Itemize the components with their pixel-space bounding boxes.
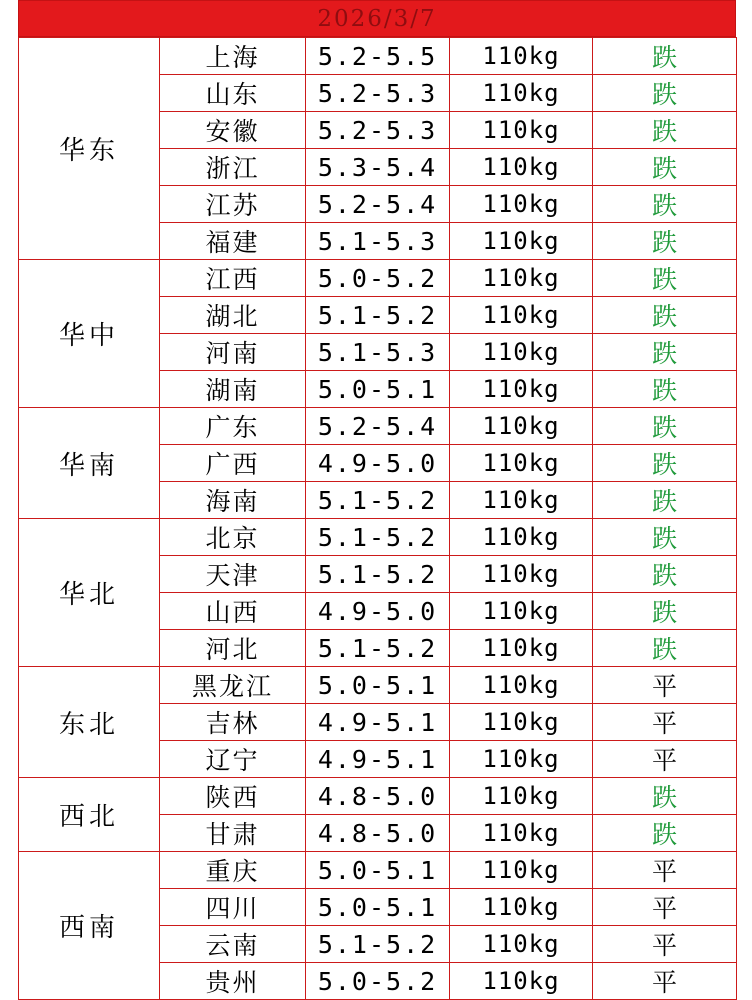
price-range: 4.9-5.1	[306, 741, 450, 778]
price-range: 5.1-5.2	[306, 519, 450, 556]
price-range: 4.9-5.1	[306, 704, 450, 741]
price-range: 5.3-5.4	[306, 149, 450, 186]
price-range: 5.1-5.2	[306, 482, 450, 519]
province-name: 山西	[160, 593, 306, 630]
price-range: 4.8-5.0	[306, 815, 450, 852]
weight-spec: 110kg	[450, 593, 593, 630]
price-range: 5.2-5.3	[306, 75, 450, 112]
table-row	[19, 667, 737, 704]
region-name: 华东	[19, 38, 160, 260]
region-name: 西北	[19, 778, 160, 852]
province-name: 河南	[160, 334, 306, 371]
province-name: 陕西	[160, 778, 306, 815]
province-name: 辽宁	[160, 741, 306, 778]
table-row	[19, 778, 737, 815]
trend-indicator: 跌	[593, 260, 737, 297]
province-name: 广西	[160, 445, 306, 482]
weight-spec: 110kg	[450, 556, 593, 593]
weight-spec: 110kg	[450, 223, 593, 260]
price-range: 5.0-5.2	[306, 963, 450, 1000]
weight-spec: 110kg	[450, 38, 593, 75]
price-range: 5.0-5.1	[306, 889, 450, 926]
weight-spec: 110kg	[450, 852, 593, 889]
trend-indicator: 跌	[593, 186, 737, 223]
weight-spec: 110kg	[450, 704, 593, 741]
trend-indicator: 跌	[593, 75, 737, 112]
weight-spec: 110kg	[450, 445, 593, 482]
province-name: 吉林	[160, 704, 306, 741]
province-name: 上海	[160, 38, 306, 75]
price-range: 4.8-5.0	[306, 778, 450, 815]
weight-spec: 110kg	[450, 149, 593, 186]
trend-indicator: 跌	[593, 482, 737, 519]
price-range: 5.1-5.3	[306, 223, 450, 260]
table-row	[19, 519, 737, 556]
weight-spec: 110kg	[450, 75, 593, 112]
region-name: 西南	[19, 852, 160, 1000]
trend-indicator: 跌	[593, 593, 737, 630]
table-row	[19, 38, 737, 75]
trend-indicator: 平	[593, 704, 737, 741]
price-range: 5.1-5.3	[306, 334, 450, 371]
province-name: 甘肃	[160, 815, 306, 852]
trend-indicator: 平	[593, 852, 737, 889]
province-name: 浙江	[160, 149, 306, 186]
province-name: 江苏	[160, 186, 306, 223]
weight-spec: 110kg	[450, 963, 593, 1000]
trend-indicator: 跌	[593, 38, 737, 75]
table-row	[19, 408, 737, 445]
weight-spec: 110kg	[450, 408, 593, 445]
price-range: 5.2-5.3	[306, 112, 450, 149]
price-range: 5.1-5.2	[306, 630, 450, 667]
weight-spec: 110kg	[450, 778, 593, 815]
trend-indicator: 跌	[593, 297, 737, 334]
price-range: 5.0-5.1	[306, 667, 450, 704]
province-name: 贵州	[160, 963, 306, 1000]
province-name: 北京	[160, 519, 306, 556]
weight-spec: 110kg	[450, 815, 593, 852]
trend-indicator: 跌	[593, 815, 737, 852]
price-range: 4.9-5.0	[306, 593, 450, 630]
province-name: 天津	[160, 556, 306, 593]
province-name: 湖南	[160, 371, 306, 408]
weight-spec: 110kg	[450, 260, 593, 297]
province-name: 河北	[160, 630, 306, 667]
price-range: 5.0-5.1	[306, 371, 450, 408]
price-range: 4.9-5.0	[306, 445, 450, 482]
trend-indicator: 平	[593, 741, 737, 778]
province-name: 黑龙江	[160, 667, 306, 704]
region-name: 华北	[19, 519, 160, 667]
trend-indicator: 平	[593, 963, 737, 1000]
weight-spec: 110kg	[450, 889, 593, 926]
province-name: 重庆	[160, 852, 306, 889]
weight-spec: 110kg	[450, 482, 593, 519]
price-range: 5.2-5.5	[306, 38, 450, 75]
price-range: 5.1-5.2	[306, 297, 450, 334]
weight-spec: 110kg	[450, 297, 593, 334]
region-name: 东北	[19, 667, 160, 778]
date-header: 2026/3/7	[18, 0, 736, 37]
province-name: 四川	[160, 889, 306, 926]
region-name: 华中	[19, 260, 160, 408]
table-row	[19, 852, 737, 889]
region-name: 华南	[19, 408, 160, 519]
trend-indicator: 跌	[593, 630, 737, 667]
weight-spec: 110kg	[450, 371, 593, 408]
province-name: 湖北	[160, 297, 306, 334]
trend-indicator: 跌	[593, 519, 737, 556]
weight-spec: 110kg	[450, 334, 593, 371]
price-table-body	[19, 38, 737, 1000]
trend-indicator: 平	[593, 667, 737, 704]
province-name: 云南	[160, 926, 306, 963]
trend-indicator: 跌	[593, 556, 737, 593]
price-range: 5.0-5.1	[306, 852, 450, 889]
trend-indicator: 跌	[593, 408, 737, 445]
price-table	[18, 37, 737, 1000]
weight-spec: 110kg	[450, 630, 593, 667]
province-name: 福建	[160, 223, 306, 260]
province-name: 安徽	[160, 112, 306, 149]
province-name: 海南	[160, 482, 306, 519]
trend-indicator: 跌	[593, 334, 737, 371]
trend-indicator: 跌	[593, 778, 737, 815]
trend-indicator: 跌	[593, 371, 737, 408]
province-name: 江西	[160, 260, 306, 297]
price-range: 5.2-5.4	[306, 186, 450, 223]
weight-spec: 110kg	[450, 667, 593, 704]
province-name: 山东	[160, 75, 306, 112]
trend-indicator: 平	[593, 926, 737, 963]
price-sheet	[18, 0, 736, 1000]
weight-spec: 110kg	[450, 741, 593, 778]
price-range: 5.0-5.2	[306, 260, 450, 297]
weight-spec: 110kg	[450, 519, 593, 556]
trend-indicator: 跌	[593, 112, 737, 149]
trend-indicator: 跌	[593, 445, 737, 482]
trend-indicator: 平	[593, 889, 737, 926]
province-name: 广东	[160, 408, 306, 445]
trend-indicator: 跌	[593, 223, 737, 260]
table-row	[19, 260, 737, 297]
weight-spec: 110kg	[450, 112, 593, 149]
weight-spec: 110kg	[450, 926, 593, 963]
price-range: 5.2-5.4	[306, 408, 450, 445]
weight-spec: 110kg	[450, 186, 593, 223]
trend-indicator: 跌	[593, 149, 737, 186]
price-range: 5.1-5.2	[306, 556, 450, 593]
price-range: 5.1-5.2	[306, 926, 450, 963]
